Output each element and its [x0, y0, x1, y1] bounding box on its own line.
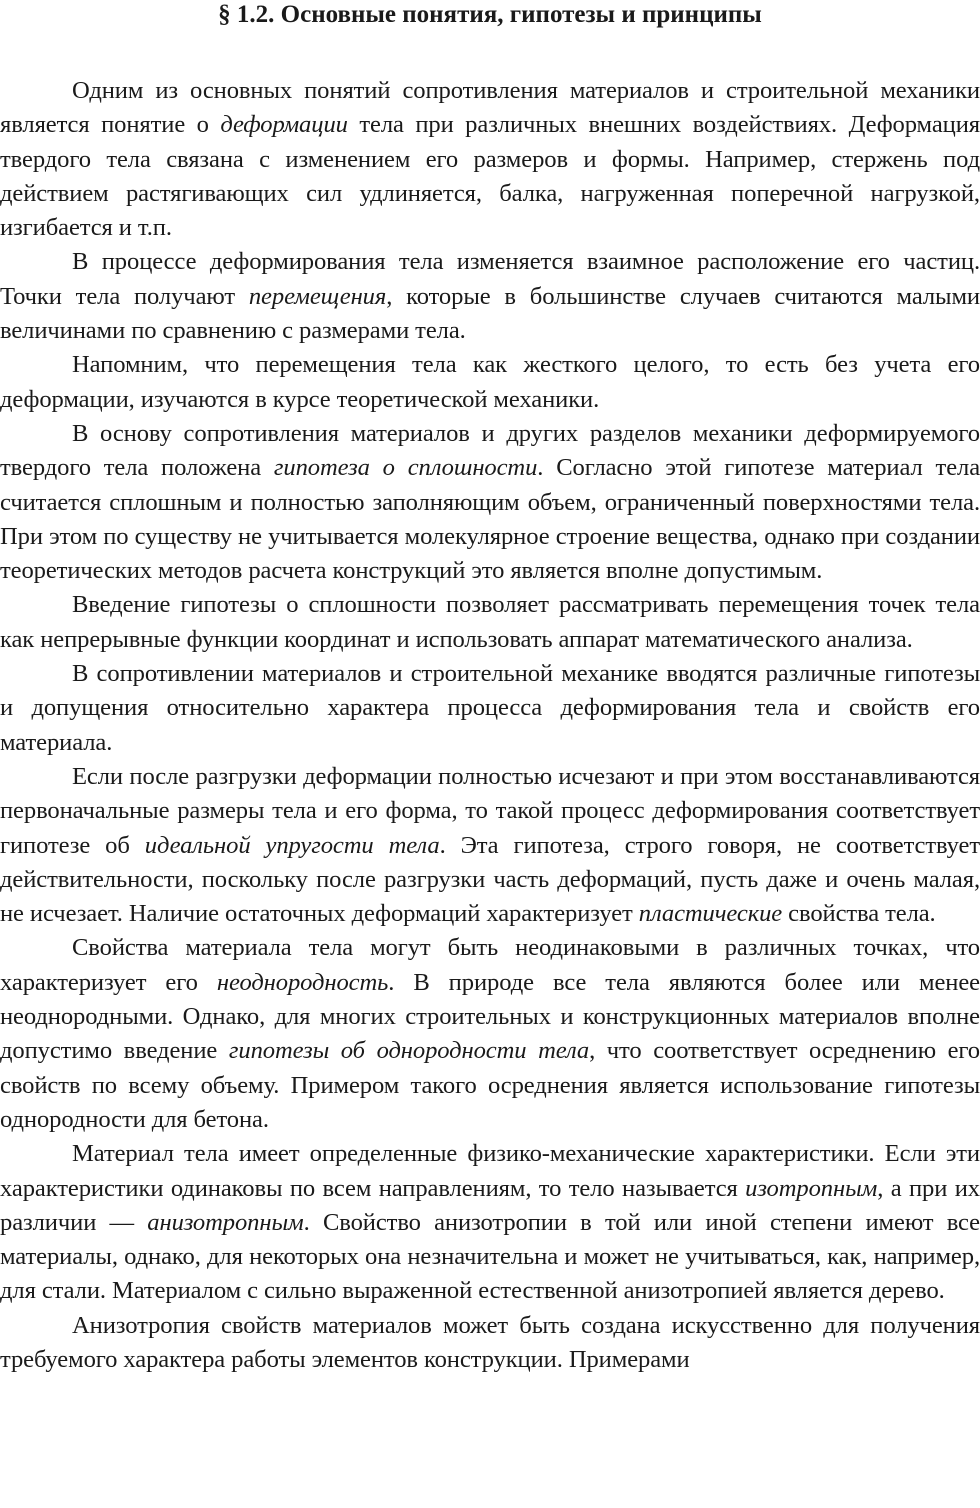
italic-term: деформации	[220, 111, 348, 139]
text-run: тела при различных внешних воздействиях. Деформация твердого тела связана с изменением его размеров и формы. Например, стержень под действием растягивающих сил удлиняется, балка, нагруженная поперечной нагрузкой, изгибается и т.п.	[0, 111, 980, 242]
paragraph	[0, 245, 980, 348]
italic-term: идеальной упругости тела	[144, 831, 440, 859]
text-run: В основу сопротивления материалов и других разделов механики деформируемого твердого тела положена	[0, 419, 980, 482]
paragraph	[0, 74, 980, 245]
paragraph	[0, 657, 980, 760]
text-run: . Эта гипотеза, строго говоря, не соответствует действительности, поскольку после разгрузки часть деформаций, пусть даже и очень малая, не исчезает. Наличие остаточных деформаций характеризует	[0, 831, 980, 928]
paragraph	[0, 1137, 980, 1308]
text-run: . В природе все тела являются более или менее неоднородными. Однако, для многих строительных и конструкционных материалов вполне допустимо введение	[0, 968, 980, 1065]
section-body	[0, 74, 980, 1377]
section-title: § 1.2. Основные понятия, гипотезы и принципы	[218, 1, 762, 28]
text-run: , что соответствует осреднению его свойств по всему объему. Примером такого осреднения является использование гипотезы однородности для бетона.	[0, 1037, 980, 1133]
paragraph	[0, 417, 980, 588]
text-run: . Свойство анизотропии в той или иной степени имеют все материалы, однако, для некоторых она незначительна и может не учитываться, как, например, для стали. Материалом с сильно выраженной естественной анизотропией является дерево.	[0, 1208, 980, 1305]
text-run: , а при их различии —	[0, 1174, 980, 1236]
text-run: Анизотропия свойств материалов может быть создана искусственно для получения требуемого характера работы элементов конструкции. Примерами	[0, 1311, 980, 1373]
paragraph	[0, 1309, 980, 1378]
italic-term: неоднородность	[216, 968, 389, 996]
italic-term: перемещения	[248, 282, 387, 310]
text-run: Материал тела имеет определенные физико-механические характеристики. Если эти характеристики одинаковы по всем направлениям, то тело называется	[0, 1140, 980, 1202]
text-run: . Согласно этой гипотезе материал тела считается сплошным и полностью заполняющим объем, ограниченный поверхностями тела. При этом по существу не учитывается молекулярное строение вещества, однако при создании теоретических методов расчета конструкций это является вполне допустимым.	[0, 454, 980, 585]
text-run: , которые в большинстве случаев считаются малыми величинами по сравнению с размерами тела.	[0, 282, 980, 345]
italic-term: пластические	[638, 900, 783, 928]
text-run: Если после разгрузки деформации полностью исчезают и при этом восстанавливаются первоначальные размеры тела и его форма, то такой процесс деформирования соответствует гипотезе об	[0, 762, 980, 859]
text-run: В сопротивлении материалов и строительной механике вводятся различные гипотезы и допущения относительно характера процесса деформирования тела и свойств его материала.	[0, 660, 980, 756]
italic-term: гипотезы об однородности тела	[228, 1037, 590, 1065]
paragraph	[0, 588, 980, 657]
text-run: Введение гипотезы о сплошности позволяет рассматривать перемещения точек тела как непрерывные функции координат и использовать аппарат математического анализа.	[0, 591, 980, 653]
text-run: Напомним, что перемещения тела как жесткого целого, то есть без учета его деформации, изучаются в курсе теоретической механики.	[0, 351, 980, 413]
paragraph	[0, 348, 980, 417]
paragraph	[0, 931, 980, 1137]
paragraph	[0, 760, 980, 931]
text-run: Свойства материала тела могут быть неодинаковыми в различных точках, что характеризует его	[0, 934, 980, 996]
text-run: Одним из основных понятий сопротивления материалов и строительной механики является понятие о	[0, 77, 980, 139]
italic-term: анизотропным	[147, 1208, 304, 1236]
text-run: свойства тела.	[782, 900, 936, 928]
italic-term: изотропным	[745, 1174, 878, 1202]
italic-term: гипотеза о сплошности	[273, 454, 538, 482]
text-run: В процессе деформирования тела изменяется взаимное расположение его частиц. Точки тела получают	[0, 248, 980, 310]
